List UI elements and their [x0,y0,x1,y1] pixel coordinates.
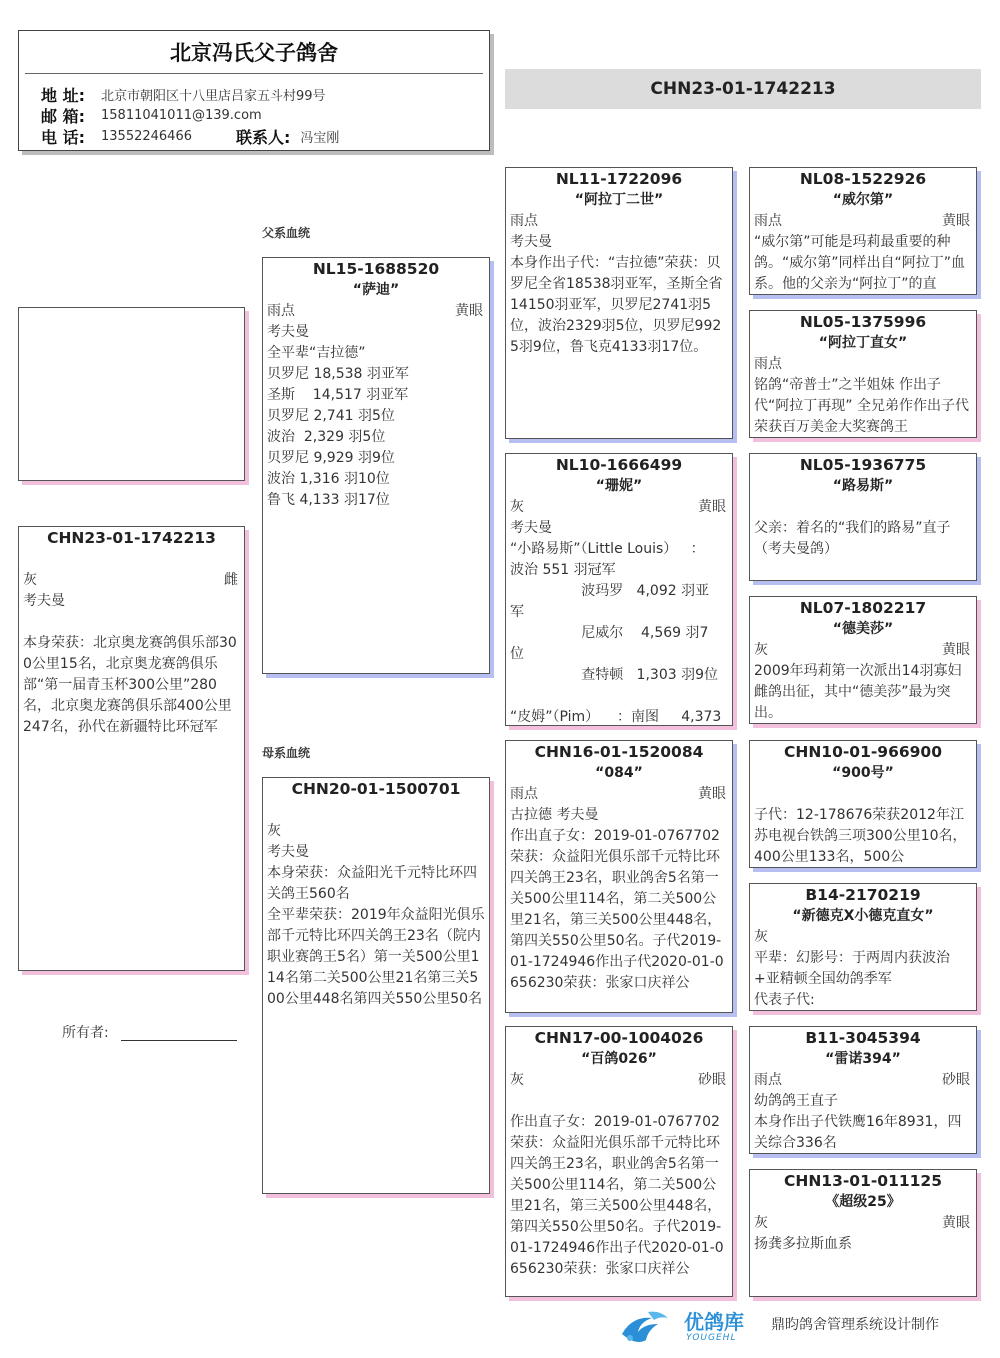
granddam-maternal-card [505,1026,733,1297]
gp2-line-4: 尼威尔 4,569 羽7 [510,625,709,641]
dam-line-label: 母系血统 [262,746,311,760]
ggp6-color: 灰 [754,929,768,945]
gp2-line-2: 波玛罗 4,092 羽亚 [510,583,710,599]
gp2-line-3: 军 [510,604,524,620]
gp2-color: 灰 [510,499,524,515]
loft-title: 北京冯氏父子鸽舍 [170,41,338,65]
gp1-name: “阿拉丁二世” [574,192,664,208]
gp3-eye: 黄眼 [698,786,726,802]
loft-header-card [18,30,490,151]
ggp5-ring: CHN10-01-966900 [783,743,943,761]
contact-value: 冯宝刚 [300,131,340,146]
ggp6-card [749,883,977,1011]
subject-ring: CHN23-01-1742213 [47,529,216,547]
youge-logo [618,1306,758,1350]
gp4-ring: CHN17-00-1004026 [534,1029,704,1047]
sire-color: 雨点 [267,303,295,319]
subject-notes: 本身荣获：北京奥龙赛鸽俱乐部300公里15名，北京奥龙赛鸽俱乐部“第一届青玉杯300公里”280名，北京奥龙赛鸽俱乐部400公里247名，孙代在新疆特比环冠军 [23,635,237,735]
gp2-eye: 黄眼 [698,499,726,515]
ggp8-name: 《超级25》 [825,1194,901,1210]
granddam-paternal-card [505,453,733,726]
gp2-ring: NL10-1666499 [555,456,683,474]
phone-label: 电 话: [41,128,85,147]
address-row [19,84,489,105]
ggp6-ring: B14-2170219 [805,886,921,904]
pigeon-photo-frame [18,307,245,481]
gp2-line-8: “皮姆”（Pim） ：南图 4,373 [510,709,722,725]
dam-notes: 本身荣获：众益阳光千元特比环四关鸽王560名 全平辈荣获：2019年众益阳光俱乐部千元特比环四关鸽王23名（院内职业赛鸽王5名）第一关500公里114名第二关500公里21名第三关500公里448名第四关550公里50名 [267,865,485,1007]
subject-color: 灰 [23,572,37,588]
gp2-line-7 [506,686,732,707]
gp3-strain: 古拉德 考夫曼 [510,807,599,823]
sire-line-5: 波治 2,329 羽5位 [267,429,386,445]
ggp8-notes: 扬龚多拉斯血系 [754,1236,852,1252]
ggp1-ring: NL08-1522926 [799,170,927,188]
address-label: 地 址: [41,86,85,105]
sire-line-7: 波治 1,316 羽10位 [267,471,390,487]
ggp7-card [749,1026,977,1154]
ggp2-name: “阿拉丁直女” [818,335,908,351]
sire-line-8: 鲁飞 4,133 羽17位 [267,492,390,508]
ggp2-notes: 铭鸽“帝普士”之半姐妹 作出子代“阿拉丁再现” 全兄弟作作出子代荣获百万美金大奖赛鸽王 [754,377,969,435]
ggp6-name: “新德克X小德克直女” [792,908,934,924]
gp1-notes: 本身作出子代：“吉拉德”荣获：贝罗尼全省18538羽亚军，圣斯全省14150羽亚军，贝罗尼2741羽5位，波治2329羽5位，贝罗尼9925羽9位，鲁飞克4133羽17位。 [510,255,723,355]
sire-line-0: 考夫曼 [267,324,309,340]
subject-sex: 雌 [224,572,238,588]
phone-row [19,126,489,147]
gp1-ring: NL11-1722096 [555,170,683,188]
grandsire-paternal-card [505,167,733,439]
owner-label: 所有者: [62,1025,109,1041]
sire-name: “萨迪” [352,282,400,298]
top-ring-number: CHN23-01-1742213 [650,79,836,99]
gp3-ring: CHN16-01-1520084 [534,743,704,761]
ggp5-card [749,740,977,868]
gp1-strain: 考夫曼 [510,234,552,250]
ggp6-notes: 平辈：幻影号：于两周内获波治+亚精顿全国幼鸽季军 代表子代: [754,950,950,1008]
top-ring-banner [505,69,981,109]
ggp7-eye: 砂眼 [942,1072,970,1088]
ggp1-card [749,167,977,295]
sire-line-3: 圣斯 14,517 羽亚军 [267,387,409,403]
gp2-line-6: 查特顿 1,303 羽9位 [510,667,718,683]
sire-line-label: 父系血统 [262,226,311,240]
phone-value: 13552246466 [101,129,192,144]
dam-color: 灰 [267,823,281,839]
email-label: 邮 箱: [41,107,85,126]
ggp4-notes: 2009年玛莉第一次派出14羽寡妇雌鸽出征，其中“德美莎”最为突出。 [754,663,962,721]
gp2-strain: 考夫曼 [510,520,552,536]
ggp7-color: 雨点 [754,1072,782,1088]
sire-line-6: 贝罗尼 9,929 羽9位 [267,450,395,466]
gp4-eye: 砂眼 [698,1072,726,1088]
ggp3-name: “路易斯” [832,478,894,494]
subject-pigeon-card [18,526,245,971]
dam-strain: 考夫曼 [267,844,309,860]
ggp5-notes: 子代：12-178676荣获2012年江苏电视台铁鸽三项300公里10名，400公里133名，500公 [754,807,967,865]
ggp2-color: 雨点 [754,356,782,372]
ggp3-notes: 父亲：着名的“我们的路易”直子（考夫曼鸽） [754,520,951,557]
ggp8-card [749,1169,977,1297]
sire-line-1: 全平辈“吉拉德” [267,345,366,361]
subject-strain: 考夫曼 [23,593,65,609]
ggp8-color: 灰 [754,1215,768,1231]
sire-line-4: 贝罗尼 2,741 羽5位 [267,408,395,424]
swirl-logo-icon [618,1308,670,1348]
ggp2-card [749,310,977,438]
ggp5-name: “900号” [832,765,894,781]
gp4-name: “百鸽026” [581,1051,657,1067]
ggp8-eye: 黄眼 [942,1215,970,1231]
owner-blank-line [121,1026,237,1041]
contact-label: 联系人: [235,128,291,147]
gp3-color: 雨点 [510,786,538,802]
dam-ring: CHN20-01-1500701 [291,780,461,798]
ggp4-card [749,596,977,724]
gp3-notes: 作出直子女：2019-01-0767702荣获：众益阳光俱乐部千元特比环四关鸽王23名，职业鸽舍5名第一关500公里114名，第二关500公里21名，第三关500公里448名，第四关550公里50名。子代2019-01-1724946作出子代2020-01-0656230荣获：张家口庆祥公 [510,828,724,991]
ggp8-ring: CHN13-01-011125 [783,1172,943,1190]
grandsire-maternal-card [505,740,733,1013]
ggp7-name: “雷诺394” [825,1051,901,1067]
address-value: 北京市朝阳区十八里店吕家五斗村99号 [101,89,326,104]
logo-text: 优鸽库 [684,1310,744,1334]
email-value: 15811041011@139.com [101,108,262,123]
ggp1-notes: “威尔第”可能是玛莉最重要的种鸽。“威尔第”同样出自“阿拉丁”血系。他的父亲为“阿拉丁”的直 [754,234,966,292]
ggp4-name: “德美莎” [832,621,894,637]
gp2-line-1: 波治 551 羽冠军 [510,562,616,578]
ggp2-ring: NL05-1375996 [799,313,927,331]
gp2-line-5: 位 [510,646,524,662]
gp3-name: “084” [595,765,643,781]
ggp4-ring: NL07-1802217 [799,599,927,617]
dam-card [262,777,490,1194]
ggp7-ring: B11-3045394 [805,1029,921,1047]
sire-ring: NL15-1688520 [312,260,440,278]
ggp3-card [749,453,977,581]
logo-subtext: YOUGEHL [686,1333,737,1343]
ggp3-ring: NL05-1936775 [799,456,927,474]
sire-eye: 黄眼 [455,303,483,319]
gp1-color: 雨点 [510,213,538,229]
ggp7-notes: 幼鸽鸽王直子 本身作出子代铁鹰16年8931，四关综合336名 [754,1093,962,1151]
ggp1-color: 雨点 [754,213,782,229]
gp2-line-0: “小路易斯”（Little Louis） ： [510,541,705,557]
ggp1-name: “威尔第” [832,192,894,208]
email-row [19,105,489,126]
sire-card [262,257,490,674]
gp4-color: 灰 [510,1072,524,1088]
system-credit: 鼎昀鸽舍管理系统设计制作 [771,1317,939,1333]
gp2-name: “珊妮” [595,478,643,494]
gp4-notes: 作出直子女：2019-01-0767702荣获：众益阳光俱乐部千元特比环四关鸽王23名，职业鸽舍5名第一关500公里114名，第二关500公里21名，第三关500公里448名，第四关550公里50名。子代2019-01-1724946作出子代2020-01-0656230荣获：张家口庆祥公 [510,1114,724,1277]
ggp4-eye: 黄眼 [942,642,970,658]
sire-line-2: 贝罗尼 18,538 羽亚军 [267,366,409,382]
ggp1-eye: 黄眼 [942,213,970,229]
owner-line [62,1022,237,1042]
ggp4-color: 灰 [754,642,768,658]
